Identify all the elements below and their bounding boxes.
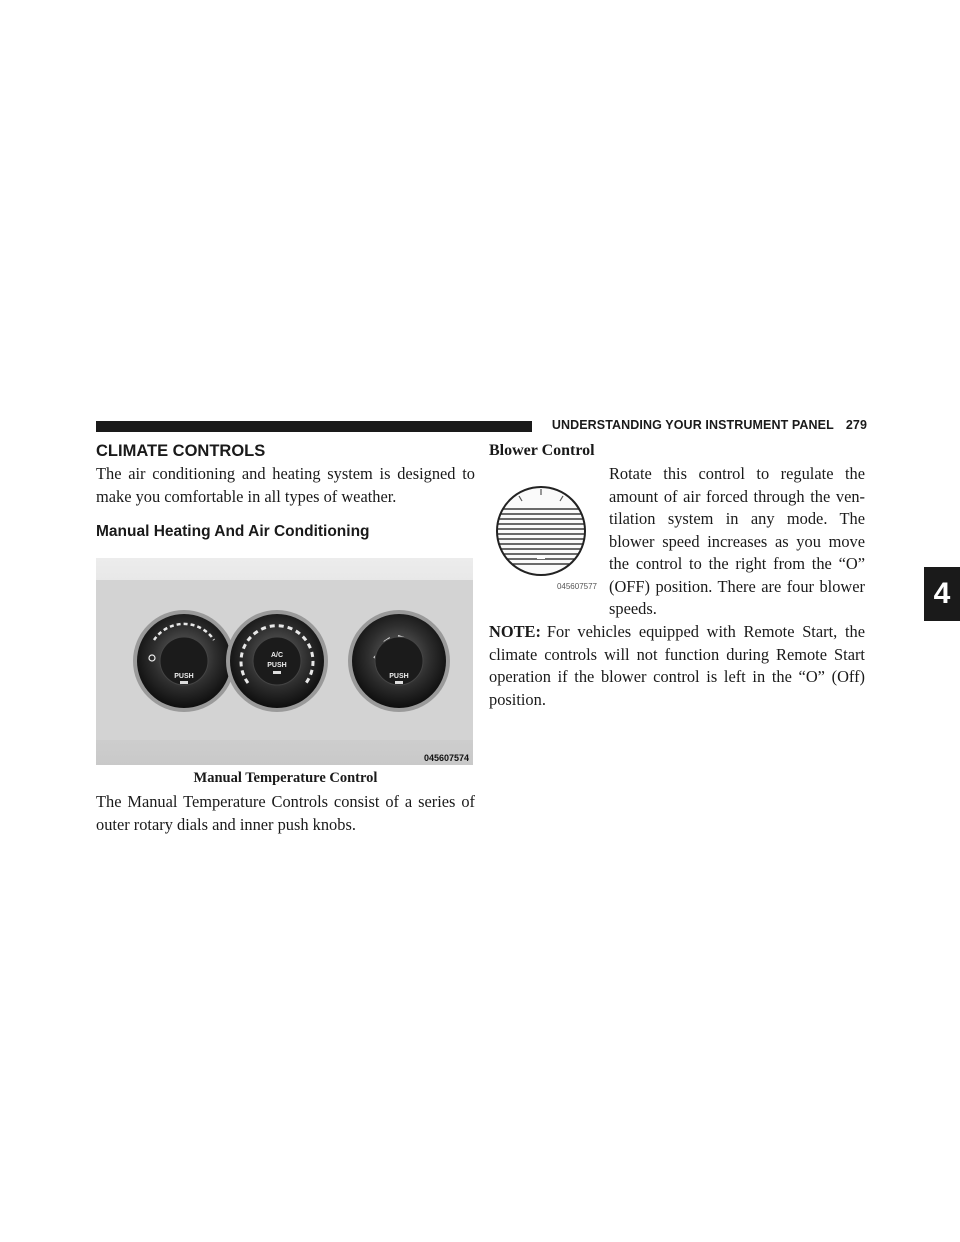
blower-paragraph [609,463,865,621]
subsection-heading: Manual Heating And Air Conditioning [96,523,370,540]
outro-paragraph [96,791,475,836]
push-label: PUSH [267,662,287,669]
blower-line: blower speed increases as you move [609,531,865,551]
note-label: NOTE: [489,622,541,641]
running-header [547,418,867,436]
note-paragraph [489,621,865,711]
blower-heading: Blower Control [489,442,595,459]
blower-knob-photo [489,479,597,591]
blower-photo-id: 045607577 [556,582,597,591]
note-line: climate controls will not function during Remote Start [489,644,865,664]
left-knob [133,610,235,712]
right-column [489,441,865,711]
intro-line: The air conditioning and heating system is designed to [96,464,475,483]
blower-section [489,463,865,618]
intro-line: make you comfortable in all types of weather. [96,486,397,506]
page-number: 279 [845,418,867,432]
center-knob [226,610,328,712]
blower-line: Rotate this control to regulate the [609,464,865,483]
push-label: PUSH [174,673,194,680]
blower-line: speeds. [609,599,657,618]
blower-knob-illustration [489,479,597,591]
chapter-tab[interactable]: 4 [924,567,960,621]
outro-line: The Manual Temperature Controls consist of a series of [96,792,475,811]
photo-caption: Manual Temperature Control [193,770,378,786]
right-knob [348,610,450,712]
blower-line: tilation system in any mode. The [609,509,865,528]
note-line [489,621,865,644]
ac-label: A/C [270,652,284,659]
header-section-title: UNDERSTANDING YOUR INSTRUMENT PANEL [551,418,834,432]
push-label: PUSH [389,673,409,680]
header-rule [96,421,532,432]
note-line: operation if the blower control is left in the “O” (Off) [489,667,865,686]
note-line-text: For vehicles equipped with Remote Start, the [546,622,865,641]
blower-line: (OFF) position. There are four blower [609,576,865,596]
intro-paragraph [96,463,475,508]
blower-line: amount of air forced through the ven- [609,486,865,506]
photo-id: 045607574 [423,753,469,763]
left-column [96,441,475,836]
control-panel-illustration [96,558,473,765]
blower-line: the control to the right from the “O” [609,554,865,573]
outro-line: outer rotary dials and inner push knobs. [96,814,356,834]
section-heading: CLIMATE CONTROLS [96,442,266,460]
manual-temperature-control-photo [96,558,473,765]
note-line: position. [489,689,546,709]
